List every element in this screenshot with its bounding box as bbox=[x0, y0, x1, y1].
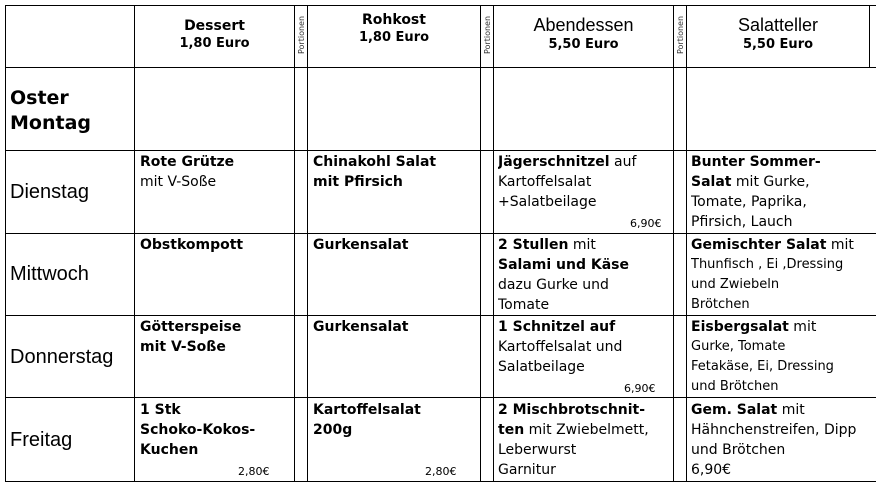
mittwoch-dessert bbox=[140, 235, 292, 255]
header-dessert-title: Dessert bbox=[184, 18, 245, 34]
grid-line bbox=[480, 5, 481, 482]
portionen-label: Portionen bbox=[483, 15, 492, 54]
dish-name: Gurkensalat bbox=[313, 319, 409, 335]
dish-name: mit Pfirsich bbox=[313, 174, 403, 190]
header-dessert bbox=[135, 18, 294, 52]
dish-detail: Kartoffelsalat bbox=[498, 174, 592, 190]
dish-name: Jägerschnitzel bbox=[498, 154, 610, 170]
donnerstag-dessert bbox=[140, 317, 292, 357]
dish-name: Obstkompott bbox=[140, 237, 244, 253]
dish-detail: Garnitur bbox=[498, 462, 556, 478]
dish-detail: Leberwurst bbox=[498, 442, 577, 458]
day-oster-montag bbox=[10, 86, 132, 135]
dish-name: Rote Grütze bbox=[140, 154, 235, 170]
day-donnerstag: Donnerstag bbox=[10, 346, 114, 368]
donnerstag-abendessen bbox=[498, 317, 672, 397]
header-rohkost-title: Rohkost bbox=[362, 12, 426, 28]
dish-name: ten bbox=[498, 422, 525, 438]
dish-name: Götterspeise bbox=[140, 319, 242, 335]
dish-detail: mit bbox=[788, 319, 817, 335]
dish-name: Kartoffelsalat bbox=[313, 402, 421, 418]
header-abendessen-price: 5,50 Euro bbox=[548, 36, 619, 52]
dienstag-rohkost bbox=[313, 152, 479, 192]
dish-detail: Salatbeilage bbox=[498, 359, 585, 375]
dish-detail: auf bbox=[609, 154, 637, 170]
day-label-line: Oster bbox=[10, 87, 69, 109]
grid-line bbox=[5, 150, 876, 151]
dish-detail: mit bbox=[826, 237, 854, 253]
header-dessert-price: 1,80 Euro bbox=[179, 35, 250, 51]
dish-name: 1 Stk bbox=[140, 402, 181, 418]
dish-name: 200g bbox=[313, 422, 353, 438]
dish-name: Gemischter Salat bbox=[691, 237, 827, 253]
mittwoch-rohkost bbox=[313, 235, 479, 255]
header-abendessen-title: Abendessen bbox=[533, 15, 634, 35]
grid-line bbox=[307, 5, 308, 482]
dish-detail: Hähnchenstreifen, Dipp bbox=[691, 422, 857, 438]
freitag-dessert bbox=[140, 400, 292, 480]
dish-detail: und Zwiebeln bbox=[691, 277, 780, 292]
grid-line bbox=[134, 5, 135, 482]
dish-name: 2 Stullen bbox=[498, 237, 569, 253]
grid-line bbox=[294, 5, 295, 482]
dish-name: Schoko-Kokos- bbox=[140, 422, 256, 438]
portionen-label: Portionen bbox=[676, 15, 685, 54]
dish-detail: mit Gurke, bbox=[731, 174, 810, 190]
price-label: 6,90€ bbox=[624, 382, 656, 395]
dienstag-salatteller bbox=[691, 152, 869, 232]
dish-name: Kuchen bbox=[140, 442, 199, 458]
day-label-line: Montag bbox=[10, 111, 91, 134]
header-salatteller-title: Salatteller bbox=[737, 15, 819, 35]
dienstag-dessert bbox=[140, 152, 292, 192]
dish-detail: mit V-Soße bbox=[140, 174, 217, 190]
dish-name: mit V-Soße bbox=[140, 339, 226, 355]
grid-line bbox=[673, 5, 674, 482]
dish-detail: dazu Gurke und bbox=[498, 277, 609, 293]
dish-detail: mit bbox=[777, 402, 805, 418]
header-abendessen bbox=[494, 14, 673, 53]
dish-name: 1 Schnitzel auf bbox=[498, 319, 616, 335]
dish-name: Chinakohl Salat bbox=[313, 154, 437, 170]
day-freitag: Freitag bbox=[10, 429, 73, 451]
mittwoch-salatteller bbox=[691, 235, 875, 315]
price-label: 2,80€ bbox=[238, 465, 270, 478]
dish-detail: Gurke, Tomate bbox=[691, 339, 786, 354]
dish-detail: Fetakäse, Ei, Dressing bbox=[691, 359, 834, 374]
dish-name: Gem. Salat bbox=[691, 402, 778, 418]
grid-line bbox=[5, 481, 876, 482]
price-label: 6,90€ bbox=[630, 217, 662, 230]
grid-line bbox=[493, 5, 494, 482]
dish-name: Salami und Käse bbox=[498, 257, 629, 273]
grid-line bbox=[869, 5, 870, 67]
dish-detail: und Brötchen bbox=[691, 442, 786, 458]
dish-name: Gurkensalat bbox=[313, 237, 409, 253]
freitag-abendessen bbox=[498, 400, 672, 480]
header-salatteller bbox=[687, 14, 869, 53]
grid-line bbox=[5, 315, 876, 316]
dish-detail: +Salatbeilage bbox=[498, 194, 597, 210]
donnerstag-salatteller bbox=[691, 317, 875, 397]
dish-detail: Pfirsich, Lauch bbox=[691, 214, 793, 230]
day-mittwoch: Mittwoch bbox=[10, 263, 89, 285]
portionen-label: Portionen bbox=[297, 15, 306, 54]
dish-detail: Kartoffelsalat und bbox=[498, 339, 623, 355]
grid-line bbox=[5, 5, 876, 6]
dish-detail: Tomate bbox=[498, 297, 550, 313]
dienstag-abendessen bbox=[498, 152, 672, 232]
header-rohkost-price: 1,80 Euro bbox=[358, 29, 430, 45]
dish-detail: mit Zwiebelmett, bbox=[524, 422, 649, 438]
dish-detail: mit bbox=[568, 237, 596, 253]
dish-detail: Thunfisch , Ei ,Dressing bbox=[691, 257, 844, 272]
day-dienstag: Dienstag bbox=[10, 181, 89, 203]
grid-line bbox=[5, 397, 876, 398]
freitag-rohkost bbox=[313, 400, 479, 480]
freitag-salatteller bbox=[691, 400, 875, 480]
grid-line bbox=[5, 233, 876, 234]
grid-line bbox=[686, 5, 687, 482]
header-rohkost bbox=[308, 12, 480, 46]
donnerstag-rohkost bbox=[313, 317, 479, 337]
grid-line bbox=[5, 5, 6, 482]
dish-detail: Tomate, Paprika, bbox=[691, 194, 807, 210]
price-label: 6,90€ bbox=[691, 462, 732, 478]
mittwoch-abendessen bbox=[498, 235, 672, 315]
dish-detail: Brötchen bbox=[691, 297, 750, 312]
header-salatteller-price: 5,50 Euro bbox=[742, 36, 814, 52]
dish-name: 2 Mischbrotschnit- bbox=[498, 402, 646, 418]
dish-detail: und Brötchen bbox=[691, 379, 779, 394]
dish-name: Eisbergsalat bbox=[691, 319, 789, 335]
price-label: 2,80€ bbox=[425, 465, 457, 478]
grid-line bbox=[5, 67, 876, 68]
dish-name: Salat bbox=[691, 174, 732, 190]
dish-name: Bunter Sommer- bbox=[691, 154, 821, 170]
